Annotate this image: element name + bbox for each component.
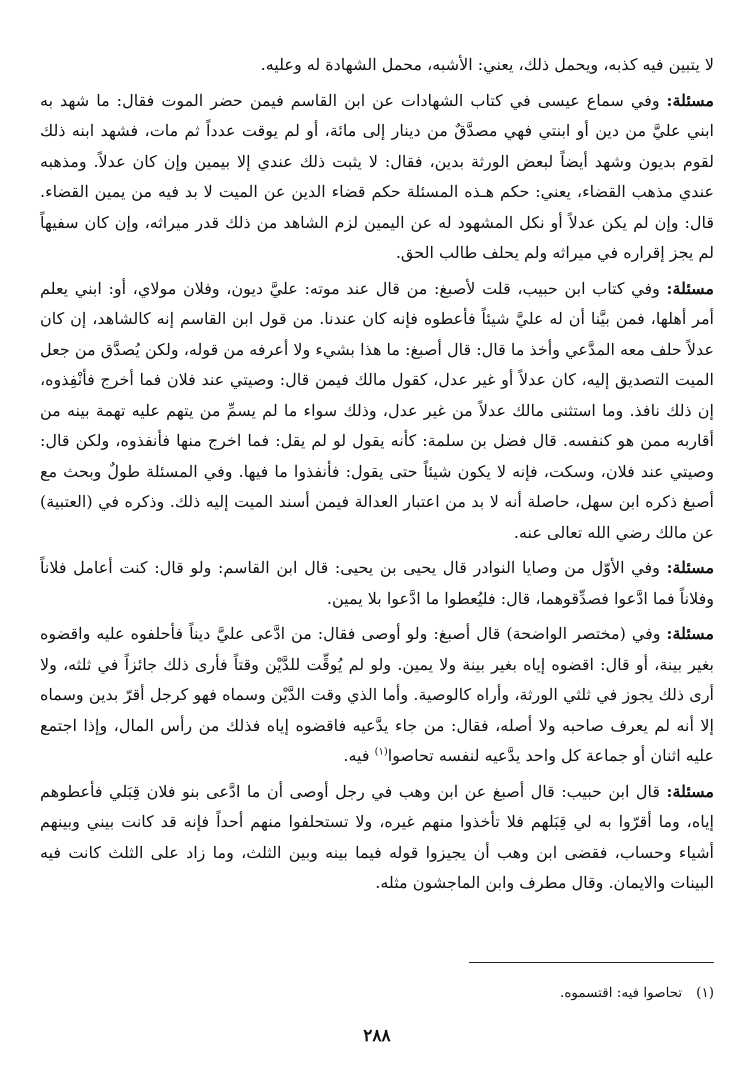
paragraph-term: مسئلة: xyxy=(666,90,714,110)
paragraph-5 xyxy=(40,619,714,772)
footnote xyxy=(40,983,714,1003)
paragraph-2 xyxy=(40,86,714,269)
page-number: ٢٨٨ xyxy=(363,1026,391,1046)
paragraph-6 xyxy=(40,777,714,899)
paragraph-text: لا يتبين فيه كذبه، ويحمل ذلك، يعني: الأشبه، محمل الشهادة له وعليه. xyxy=(260,55,714,74)
paragraph-term: مسئلة: xyxy=(666,278,714,298)
paragraph-text: وفي الأوّل من وصايا النوادر قال يحيى بن يحيى: قال ابن القاسم: ولو قال: كنت أعامل فلاناً وفلاناً فما ادَّعوا فصدِّقوهما، قال: فليُعطوا ما ادَّعوا بلا يمين. xyxy=(40,558,714,608)
paragraph-1 xyxy=(40,50,714,81)
paragraph-text-tail: فيه. xyxy=(343,746,375,765)
footnote-text: تحاصوا فيه: اقتسموه. xyxy=(560,985,683,1001)
paragraph-text: وفي سماع عيسى في كتاب الشهادات عن ابن القاسم فيمن حضر الموت فقال: ما شهد به ابني عليَّ من دين أو ابنتي فهي مصدَّقٌ من دينار إلى مائة، أو لم يوقت عدداً ثم مات، فشهد ابنه ذلك لقوم بديون وشهد أيضاً لبعض الورثة بدين، فقال: لا يثبت ذلك عندي إلا بيمين وإن كان عدلاً. ومذهبه عندي مذهب القضاء، يعني: حكم هـذه المسئلة حكم قضاء الدين عن الميت لا بد فيه من يمين القضاء. قال: وإن لم يكن عدلاً أو نكل المشهود له عن اليمين لزم الشاهد من ذلك قدر ميراثه، وإن كان سفيهاً لم يجز إقراره في ميراثه ولم يحلف طالب الحق. xyxy=(40,90,715,262)
footnote-reference: (١) xyxy=(374,746,388,758)
paragraph-3 xyxy=(40,274,714,549)
paragraph-text: قال ابن حبيب: قال أصبغ عن ابن وهب في رجل أوصى أن ما ادَّعى بنو فلان قِبَلي فأعطوهم إياه، وما أقرّوا به لي قِبَلهم فلا تأخذوا منهم غيره، ولا تستحلفوا منهم أحداً فإنه قد كانت بيني وبينهم أشياء وحساب، فقضى ابن وهب أن يجيزوا قوله فيما بينه وبين الثلث، وما زاد على الثلث كانت فيه البينات والايمان. وقال مطرف وابن الماجشون مثله. xyxy=(40,781,714,892)
paragraph-term: مسئلة: xyxy=(666,624,714,643)
paragraph-text: وفي (مختصر الواضحة) قال أصبغ: ولو أوصى فقال: من ادَّعى عليَّ ديناً فأحلفوه عليه واقضوه بغير بينة، أو قال: اقضوه إياه بغير بينة ولا يمين. ولو لم يُوقِّت للدَّيْن وقتاً فأرى ذلك جائزاً في ثلثه، ولا أرى ذلك يجوز في ثلثي الورثة، وأراه كالوصية. وأما الذي وقت الدَّيْن وسماه فهو كرجل أقرّ بدين وسماه إلا أنه لم يعرف صاحبه ولا أصله، فقال: من جاء يدَّعيه فاقضوه إياه فذلك من رأس المال، وإذا اجتمع عليه اثنان أو جماعة كل واحد يدَّعيه لنفسه تحاصوا xyxy=(40,624,714,765)
paragraph-term: مسئلة: xyxy=(666,558,715,577)
body-text xyxy=(40,50,714,970)
paragraph-text: وفي كتاب ابن حبيب، قلت لأصبغ: من قال عند موته: عليَّ ديون، وفلان مولاي، أو: ابني يعلم أمر أهلها، فمن بيَّنا أن له عليَّ شيئاً فأعطوه فإنه كان عندنا. من قول ابن القاسم إنه كالشاهد، إن كان عدلاً حلف معه المدَّعي وأخذ ما قال: قال أصبغ: ما هذا بشيء ولا أعرفه من قوله، ولكن يُصدَّق من جعل الميت التصديق إليه، كان عدلاً أو غير عدل، كقول مالك فيمن قال: وصيتي عند فلان فما أخرج فأنْفِذوه، إن ذلك نافذ. وما استثنى مالك عدلاً من غير عدل، وذلك سواء ما لم يسمِّ من يتهم عليه تهمة بينه من أقاربه ممن هو كنفسه. قال فضل بن سلمة: كأنه يقول لو لم يقل: فما اخرج منها فأنفذوه، ولكن قال: وصيتي عند فلان، وسكت، فإنه لا يكون شيئاً حتى يقول: فأنفذوا ما فيها. وفي المسئلة طولٌ وبحث مع أصبغ ذكره ابن سهل، حاصلة أنه لا بد من اعتبار العدالة فيمن أسند الميت إليه ذلك. وذكره في (العتبية) عن مالك رضي الله تعالى عنه. xyxy=(40,278,714,542)
paragraph-4 xyxy=(40,553,714,614)
footnote-number: (١) xyxy=(696,985,714,1001)
paragraph-term: مسئلة: xyxy=(666,781,714,801)
footnote-divider xyxy=(469,962,714,963)
